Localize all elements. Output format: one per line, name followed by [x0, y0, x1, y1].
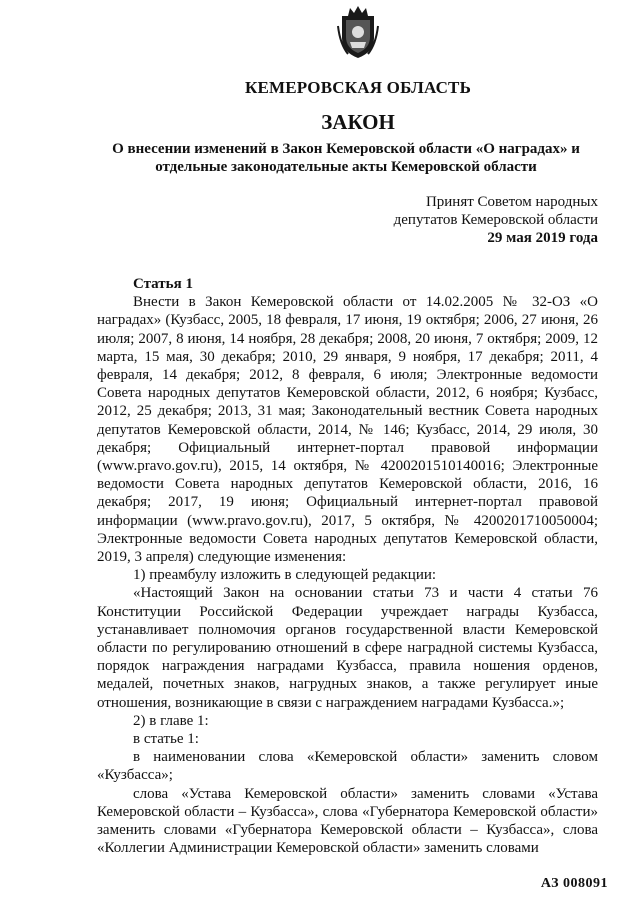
paragraph: в наименовании слова «Кемеровской области» заменить словом «Кузбасса»; [97, 749, 598, 784]
adoption-date: 29 мая 2019 года [487, 230, 598, 246]
adoption-line: Принят Советом народных [425, 194, 598, 210]
quoted-preamble: «Настоящий Закон на основании статьи 73 и части 4 статьи 76 Конституции Российской Федерации учреждает награды Кузбасса, устанавливает полномочия органов государственной власти Кемеровской области по регулированию отношений в сфере наградной системы Кузбасса, порядок награждения наградами Кузбасса, правила ношения орденов, медалей, почетных знаков, нагрудных знаков, а также регулирует иные отношения, возникающие в связи с награждением наградами Кузбасса.»; [97, 585, 598, 711]
document-type: ЗАКОН [321, 110, 395, 134]
law-title-line: отдельные законодательные акты Кемеровской области [155, 159, 537, 175]
paragraph: слова «Устава Кемеровской области» заменить словами «Устава Кемеровской области – Кузбасса», слова «Губернатора Кемеровской области» заменить словами «Губернатора Кемеровской области – Кузбасса», слова «Коллегии Администрации Кемеровской области» заменить словами [97, 785, 598, 857]
serial-number: АЗ 008091 [540, 876, 608, 891]
paragraph: в статье 1: [133, 731, 199, 748]
article-heading: Статья 1 [133, 276, 193, 292]
list-item: 2) в главе 1: [133, 712, 209, 729]
article-intro: Внести в Закон Кемеровской области от 14.02.2005 № 32-ОЗ «О наградах» (Кузбасс, 2005, 18 февраля, 17 июня, 19 октября; 2006, 27 июня, 26 июля; 2007, 8 июня, 14 ноября, 28 декабря; 2008, 20 июня, 7 октября; 2009, 12 марта, 15 мая, 30 декабря; 2010, 29 января, 9 ноября, 17 декабря; 2011, 4 февраля, 14 декабря; 2012, 8 февраля, 6 июля; Электронные ведомости Совета народных депутатов Кемеровской области, 2012, 6 ноября; Кузбасс, 2012, 25 декабря; 2013, 31 мая; Законодательный вестник Совета народных депутатов Кемеровской области, 2014, № 146; Кузбасс, 2014, 29 июля, 30 декабря; Официальный интернет-портал правовой информации (www.pravo.gov.ru), 2015, 14 октября, № 4200201510140016; Электронные ведомости Совета народных депутатов Кемеровской области, 2016, 16 декабря; 2017, 19 июня; Официальный интернет-портал правовой информации (www.pravo.gov.ru), 2017, 5 октября, № 4200201710050004; Электронные ведомости Совета народных депутатов Кемеровской области, 2019, 3 апреля) следующие изменения: [97, 294, 598, 566]
article-body [97, 275, 598, 858]
list-item: 1) преамбулу изложить в следующей редакции: [133, 567, 437, 584]
law-title-line: О внесении изменений в Закон Кемеровской области «О наградах» и [112, 141, 580, 157]
adoption-block [330, 193, 598, 247]
adoption-line: депутатов Кемеровской области [393, 212, 598, 228]
law-title [96, 140, 596, 176]
region-heading: КЕМЕРОВСКАЯ ОБЛАСТЬ [244, 78, 472, 97]
coat-of-arms-icon [336, 4, 380, 60]
